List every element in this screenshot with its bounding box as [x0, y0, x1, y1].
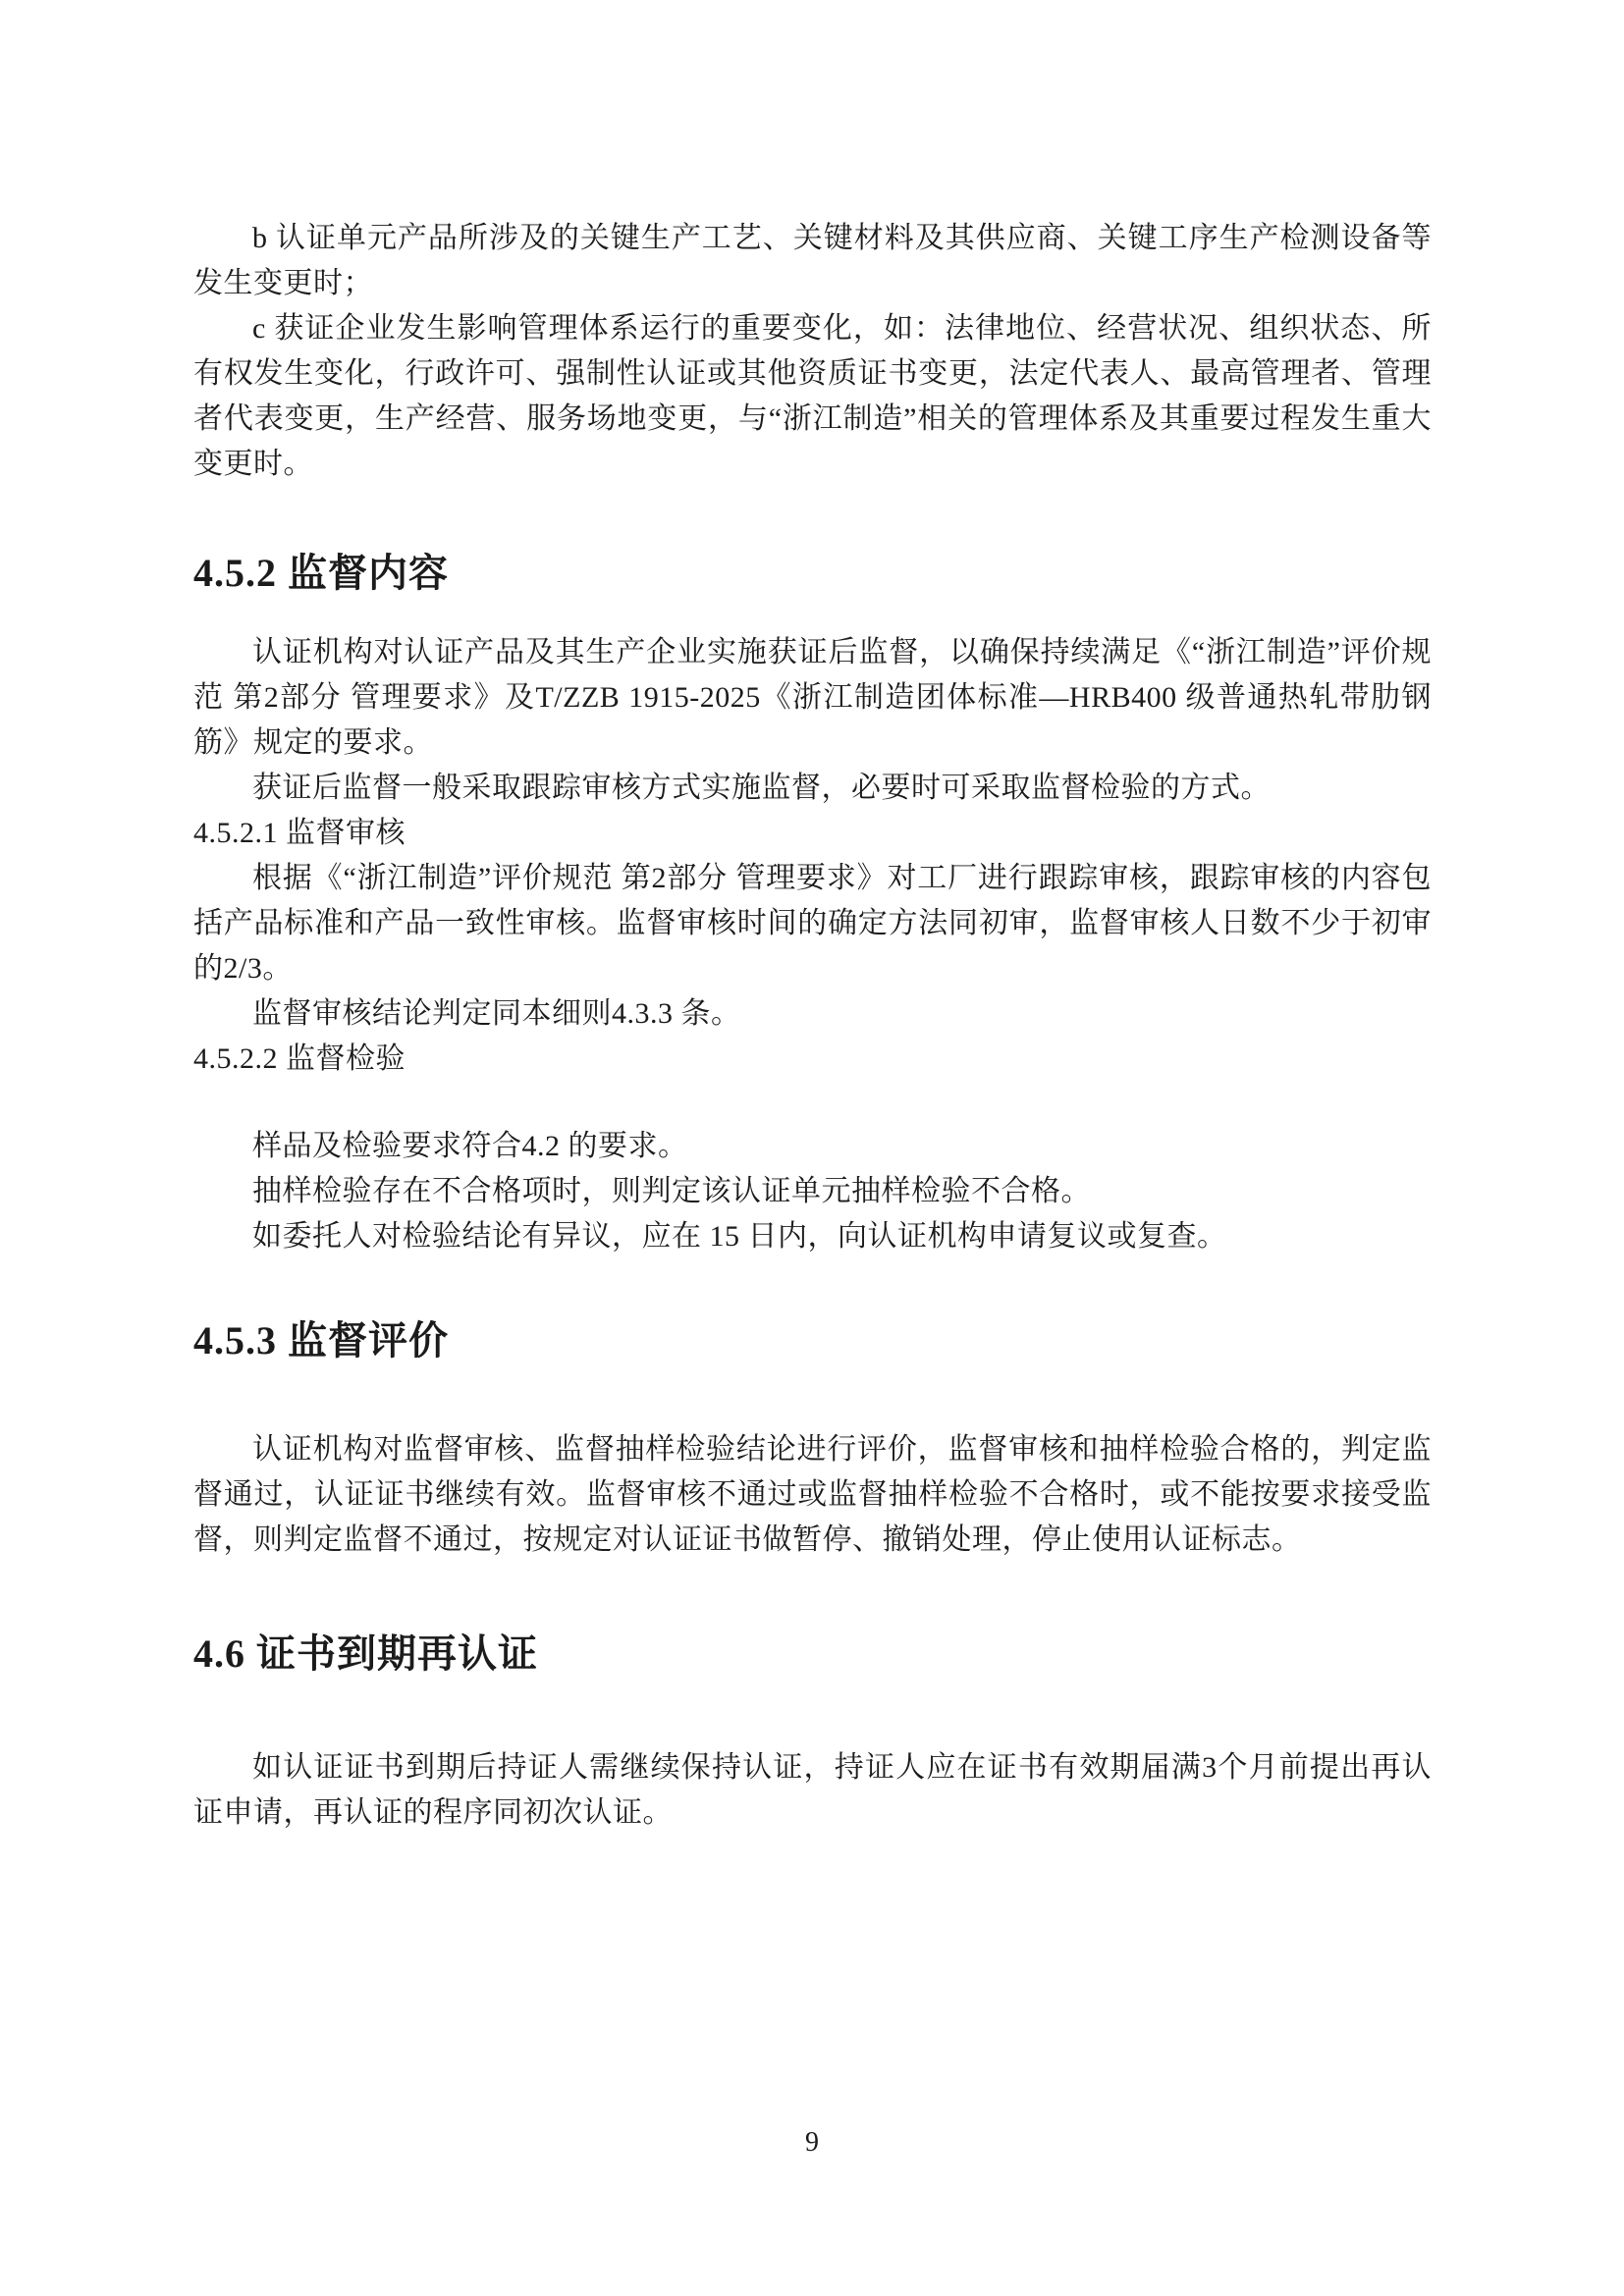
paragraph-recertification: 如认证证书到期后持证人需继续保持认证，持证人应在证书有效期届满3个月前提出再认证申请，再认证的程序同初次认证。 — [193, 1751, 1432, 1829]
paragraph-audit: 根据《“浙江制造”评价规范 第2部分 管理要求》对工厂进行跟踪审核，跟踪审核的内容包括产品标准和产品一致性审核。监督审核时间的确定方法同初审，监督审核人日数不少于初审的2/3。 — [193, 862, 1432, 985]
paragraph-inspection-fail: 抽样检验存在不合格项时，则判定该认证单元抽样检验不合格。 — [252, 1175, 1091, 1207]
paragraph-evaluation: 认证机构对监督审核、监督抽样检验结论进行评价，监督审核和抽样检验合格的，判定监督通过，认证证书继续有效。监督审核不通过或监督抽样检验不合格时，或不能按要求接受监督，则判定监督不通过，按规定对认证证书做暂停、撤销处理，停止使用认证标志。 — [193, 1433, 1432, 1556]
section-heading-4-5-2: 4.5.2 监督内容 — [193, 551, 449, 595]
section-heading-4-6: 4.6 证书到期再认证 — [193, 1631, 538, 1676]
list-item-c: c 获证企业发生影响管理体系运行的重要变化，如：法律地位、经营状况、组织状态、所有权发生变化，行政许可、强制性认证或其他资质证书变更，法定代表人、最高管理者、管理者代表变更，生产经营、服务场地变更，与“浙江制造”相关的管理体系及其重要过程发生重大变更时。 — [193, 312, 1432, 480]
section-heading-4-5-3: 4.5.3 监督评价 — [193, 1318, 449, 1362]
subsection-heading-4-5-2-1: 4.5.2.1 监督审核 — [193, 817, 406, 849]
subsection-heading-4-5-2-2: 4.5.2.2 监督检验 — [193, 1042, 406, 1075]
paragraph-supervision-intro: 认证机构对认证产品及其生产企业实施获证后监督，以确保持续满足《“浙江制造”评价规范 第2部分 管理要求》及T/ZZB 1915-2025《浙江制造团体标准—HRB400 级普通热轧带肋钢筋》规定的要求。 — [193, 636, 1432, 759]
page-number: 9 — [805, 2127, 819, 2158]
paragraph-inspection-objection: 如委托人对检验结论有异议，应在 15 日内，向认证机构申请复议或复查。 — [252, 1220, 1227, 1253]
paragraph-audit-conclusion: 监督审核结论判定同本细则4.3.3 条。 — [252, 997, 741, 1030]
paragraph-supervision-method: 获证后监督一般采取跟踪审核方式实施监督，必要时可采取监督检验的方式。 — [252, 772, 1271, 804]
list-item-b: b 认证单元产品所涉及的关键生产工艺、关键材料及其供应商、关键工序生产检测设备等发生变更时； — [193, 222, 1432, 299]
paragraph-inspection-sample: 样品及检验要求符合4.2 的要求。 — [252, 1130, 688, 1162]
document-content — [193, 0, 1432, 1836]
